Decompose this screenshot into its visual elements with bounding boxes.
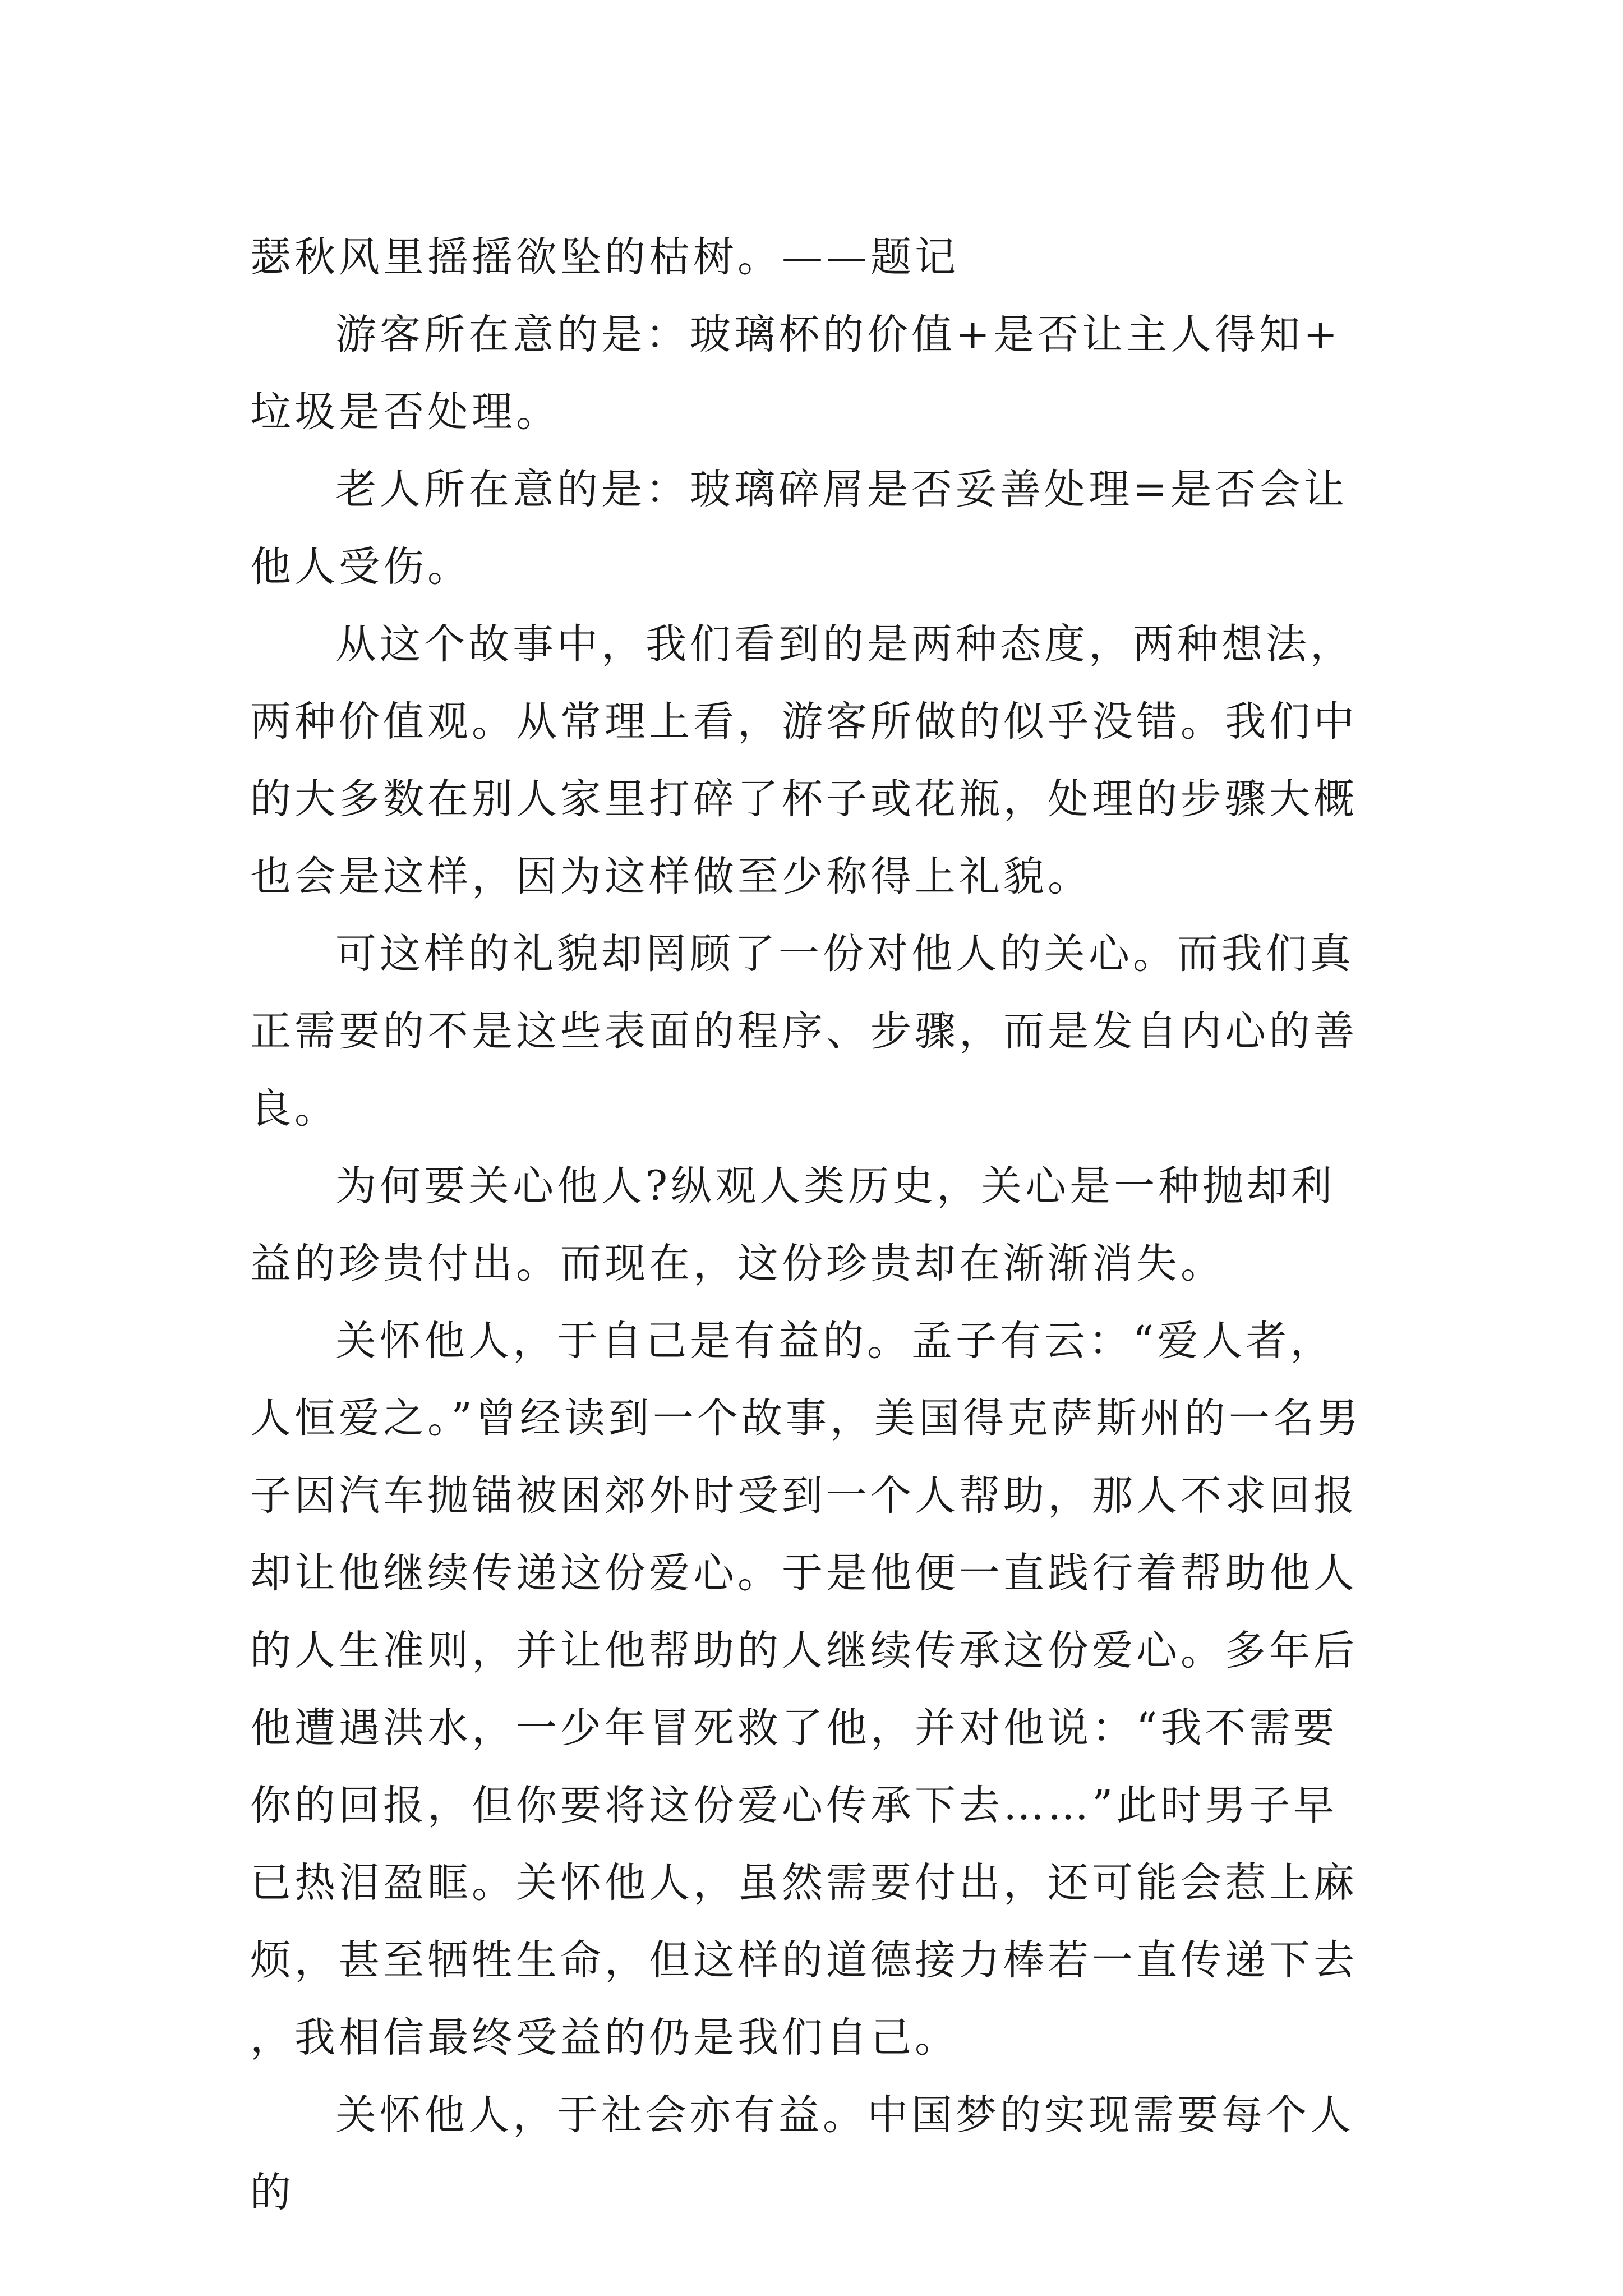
paragraph-benefit-society: 关怀他人，于社会亦有益。中国梦的实现需要每个人的: [250, 2091, 1354, 2216]
paragraph-why-care: 为何要关心他人?纵观人类历史，关心是一种抛却利益的珍贵付出。而现在，这份珍贵却在渐渐消失。: [250, 1162, 1336, 1287]
paragraph-epigraph-tail: 瑟秋风里摇摇欲坠的枯树。——题记: [250, 233, 959, 281]
body-text: [250, 219, 1377, 2231]
paragraph-politeness: 可这样的礼貌却罔顾了一份对他人的关心。而我们真正需要的不是这些表面的程序、步骤，而是发自内心的善良。: [250, 930, 1358, 1133]
paragraph-tourist-concern: 游客所在意的是：玻璃杯的价值+是否让主人得知+垃圾是否处理。: [250, 311, 1341, 436]
paragraph-benefit-self: 关怀他人，于自己是有益的。孟子有云：“爱人者，人恒爱之。”曾经读到一个故事，美国得克萨斯州的一名男子因汽车抛锚被困郊外时受到一个人帮助，那人不求回报却让他继续传递这份爱心。于是他便一直践行着帮助他人的人生准则，并让他帮助的人继续传承这份爱心。多年后他遭遇洪水，一少年冒死救了他，并对他说：“我不需要你的回报，但你要将这份爱心传承下去……”此时男子早已热泪盈眶。关怀他人，虽然需要付出，还可能会惹上麻烦，甚至牺牲生命，但这样的道德接力棒若一直传递下去，我相信最终受益的仍是我们自己。: [250, 1317, 1362, 2062]
paragraph-two-attitudes: 从这个故事中，我们看到的是两种态度，两种想法，两种价值观。从常理上看，游客所做的似乎没错。我们中的大多数在别人家里打碎了杯子或花瓶，处理的步骤大概也会是这样，因为这样做至少称得上礼貌。: [250, 620, 1358, 900]
paragraph-elder-concern: 老人所在意的是：玻璃碎屑是否妥善处理=是否会让他人受伤。: [250, 466, 1348, 591]
